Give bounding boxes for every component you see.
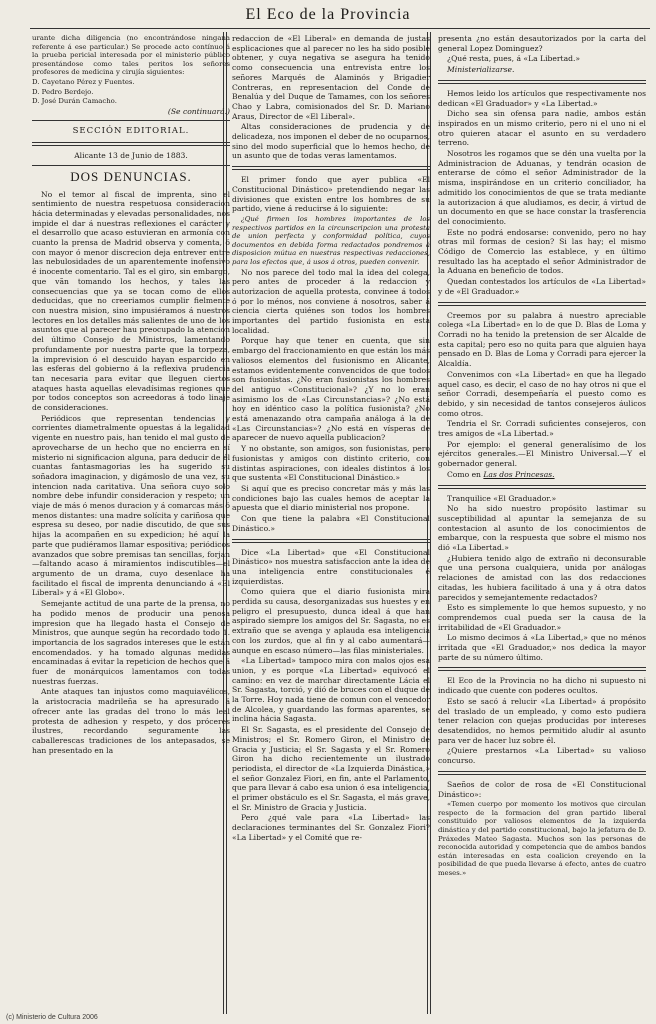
paragraph: Semejante actitud de una parte de la prensa, no ha podido menos de producir una penosa impresion que ha llegado hasta el Consejo de Ministros, que aunque según ha recordado todo 1. importancia de los sagrados intereses que le están encomendados. y ha tomado algunas medidas encaminadas á evitar la repeticion de hechos que á fuer de monárquicos lamentamos con todas nuestras fuerzas. <box>32 599 230 686</box>
paragraph: Si aquí que es preciso concretar más y más las condiciones bajo las cuales hemos de aceptar la apuesta que el diario ministerial nos propone. <box>232 483 430 513</box>
paragraph: Dice «La Libertad» que «El Constitucional Dinástico» nos muestra satisfaccion ante la idea de una inteligencia entre constitucionales é izquierdistas. <box>232 547 430 586</box>
dateline: Alicante 13 de Junio de 1883. <box>74 151 188 161</box>
paragraph: ¿Quiere prestarnos «La Libertad» su valioso concurso. <box>438 746 646 766</box>
paragraph: Este no podrá endosarse: convenido, pero no hay otras mil formas de cesion? Si las hay; el mismo Código de Comercio las establece, y en último resultado las ha aceptado el señor Administrador de la Aduana en beneficio de todos. <box>438 227 646 276</box>
paragraph: «La Libertad» tampoco mira con malos ojos esa union, y es porque «La Libertad» equivocó el camino: en vez de marchar directamente Lácia el Sr. Sagasta, torció, y dió de bruces con el duque de la Torre. Hoy nada tiene de comun con el vencedor de Alcolea, y guardando las formas aparentes, se inclina hácia Sagasta. <box>232 656 430 724</box>
paragraph: Hemos leido los artículos que respectivamente nos dedican «El Graduador» y «La Libertad.» <box>438 88 646 108</box>
divider <box>438 771 646 775</box>
paragraph: Tranquilice «El Graduador.» <box>447 493 557 503</box>
paragraph: Altas consideraciones de prudencia y de delicadeza, nos imponen el deber de no ocuparnos, sino del modo superficial que lo hemos hecho, de un asunto que de todas veras lamentamos. <box>232 122 430 161</box>
paragraph: No nos parece del todo mal la idea del colega, pero antes de proceder á la redaccion y autorizacion de aquella protesta, convinee á todos ó por lo ménos, nos conviene á nosotros, saber á ciencia cierta quiénes son todos los hombres importantes del partido fusionista en esta localidad. <box>232 267 430 335</box>
paragraph: Como quiera que el diario fusionista mira perdida su causa, desorganizadas sus huestes y en peligro el presupuesto, dunca ideal á que han aspirado siempre los amigos del Sr. Sagasta, no es extraño que se avenga y aplauda esa inteligencia con los zurdos, que al fin y al cabo aumentará—aunque en escaso número—las filas ministeriales. <box>232 587 430 655</box>
divider <box>438 302 646 306</box>
quoted-text: ¿Qué firmen los hombres importantes de los respectivos partidos en la circunscripcion una protesta de union perfecta y conformidad política, cuyos documentos en debida forma redactados pondremos á disposicion mútua en nuestras respectivas redacciones, para los efectos que, á usos á otros, pueden convenir. <box>232 214 430 266</box>
paragraph: Lo mismo decimos á «La Libertad,» que no ménos irritada que «El Graduador,» nos dedica la mayor parte de su número último. <box>438 633 646 662</box>
paragraph: Porque hay que tener en cuenta, que sin embargo del fraccionamiento en que están los más valiosos elementos del fusionismo en Alicante, estamos evidentemente convencidos de que todos son fusionistas. ¿No eran fusionistas los hombres del antiguo «Constitucional»? ¿Y no lo eran asimismo los de «Las Circunstancias»? ¿No está hoy en idéntico caso la política fusionista? ¿No está amenazando otra campaña análoga á la de «Las Circunstancias»? ¿No está en vísperas de aparecer de nuevo aquella publicacion? <box>232 336 430 443</box>
divider <box>438 667 646 671</box>
column-3 <box>438 34 646 1010</box>
column-2 <box>232 34 430 1010</box>
divider <box>438 485 646 489</box>
paragraph: Tendria el Sr. Corradi suficientes consejeros, con tres amigos de «La Libertad.» <box>438 419 646 439</box>
column-1 <box>32 34 230 1010</box>
paragraph: redaccion de «El Liberal» en demanda de justas esplicaciones que al parecer no les ha sido posible obtener, y cuya negativa se asegura ha tenido como consecuencia una entrevista entre los señores Marqués de Alaminós y Brigadier Contreras, en representacion del Conde de Benalúa y del Duque de Tamames, con los señores Chao y Labra, comisionados del Sr. D. Mariano Araus, Director de «El Liberal». <box>232 34 430 121</box>
text-span: Las dos Princesas. <box>483 469 555 479</box>
paragraph: Ministerializarse. <box>447 65 515 75</box>
divider <box>32 165 230 166</box>
paragraph: ¿Qué resta, pues, á «La Libertad.» <box>447 54 581 64</box>
paragraph: No ha sido nuestro propósito lastimar su susceptibilidad al apuntar la semejanza de su contestacion al asunto de los conocimientos de embarque, con la respuesta que sobre el mismo nos dió «La Libertad.» <box>438 504 646 553</box>
paragraph: El primer fondo que ayer publica «El Constitucional Dinástico» pretendiendo negar las divisiones que existen entre los hombres de su partido, viene á reducirse á lo siguiente: <box>232 175 430 214</box>
divider <box>232 166 430 170</box>
paragraph: Nosotros les rogamos que se dén una vuelta por la Administracion de Aduanas, y tendrán ocasion de enterarse de cómo el señor Administrador de la misma, inspirándose en un criterio conciliador, ha admitido los conocimientos de que se trata mediante la autorizacion á que aludiamos, es decir, á virtud de un documento en que se hace constar la trasferencia del conocimiento. <box>438 149 646 226</box>
signatory: D. Pedro Berdejo. <box>32 87 94 96</box>
paragraph: Por ejemplo: el general generalísimo de los ejércitos generales.—El Ministro Universal.—Y el gobernador general. <box>438 439 646 469</box>
paragraph: Saeños de color de rosa de «El Constitucional Dinástico»: <box>438 779 646 799</box>
paragraph: No el temor al fiscal de imprenta, sino el sentimiento de nuestra respetuosa consideracion hácia determinadas y elevadas personalidades, nos impide el dar á nuestras reflexiones el carácter y el desarrollo que acaso estuvieran en armonía con cuanto la prensa de Madrid observa y comenta, ó con mayor ó menor discrecion deja entrever entre las nebulosidades de un aparentemente inofensivo é inocente comentario. Tal es el giro, sin embargo, que vãn tomando los hechos, y tales las consecuencias que ya se tocan como de ellos deducidas, que no creeriamos cumplir fielmente con nuestra mision, sino impusiéramos á nuestros lectores en los detalles más salientes de uno de los asuntos que al parecer hau preocupado la atencion del último Consejo de Ministros, lamentando profundamente por nuestra parte que la torpeza, la imprevision ó el descuido hayan esparcido en las esferas del gobierno á la reflexiva prudencia tan necesaria para evitar que lleguen ciertos ataques hasta aquellas elevadísimas regiones que por todos conceptos son acreedoras á todo linaje de consideraciones. <box>32 189 230 413</box>
paragraph: Esto se sacó á relucir «La Libertad» á propósito del traslado de un empleado, y como esto pudiera tener relacion con quejas producidas por intereses desatendidos, no hemos permitido aludir al asunto para ver de hacer luz sobre él. <box>438 696 646 745</box>
paragraph: Periódicos que representan tendencias y corrientes diametralmente opuestas á la legalidad vigente en nuestro pais, han tenido el mal gusto de aprovecharse de un hecho que no encierra en sí misterio ni significacion alguna, para deducir de él cuantas fantasmagorias les ha sugerido su soñadora imaginacion, y digámoslo de una vez, su intencion nada caritativa. Una señora cuyo solo nombre debe infundir consideracion y respeto; un viaje de más ó menos duracion y á comarcas más ó menos distantes: una madre solícita y cariñosa que espresa su deseo, por nadie discutido, de que sus hijas la acompañen en su expedicion; hé aquí la parte que pudiéramos llamar espositiva; periódicos avanzados que sobre premisas tan sencillas, forjan—faltando acaso á miramientos indiscutibles—el argumento de un drama, cuyo desenlace ha facilitado el fiscal de imprenta denunciando á «El Liberal» y á «El Globo». <box>32 413 230 598</box>
paragraph: Dicho sea sin ofensa para nadie, ambos están inspirados en un mismo criterio, pero ni el uno ni el otro quieren atacar el asunto en su verdadero terreno. <box>438 109 646 148</box>
continued-note: (Se continuará.) <box>167 106 230 116</box>
paragraph: Creemos por su palabra á nuestro apreciable colega «La Libertad» en lo de que D. Blas de Loma y Corradi no ha tenido la pretension de ser Alcalde de esta capital; pero eso no quita para que alguien haya pensado en D. Blas de Loma y Corradi para ejercer la Alcaldía. <box>438 310 646 369</box>
masthead: El Eco de la Provincia <box>245 6 411 23</box>
divider <box>232 539 430 543</box>
copyright-footer: (c) Ministerio de Cultura 2006 <box>6 1014 98 1021</box>
divider <box>32 120 230 121</box>
paragraph: Con que tiene la palabra «El Constitucional Dinástico.» <box>232 514 430 533</box>
paragraph: Pero ¿qué vale para «La Libertad» las declaraciones terminantes del Sr. Gonzalez Fiori? «La Libertad» y el Comité que re- <box>232 813 430 842</box>
paragraph: Quedan contestados los artículos de «La Libertad» y de «El Graduador.» <box>438 277 646 296</box>
paragraph <box>438 470 646 480</box>
paragraph: El Sr. Sagasta, es el presidente del Consejo de Ministros; el Sr. Romero Giron, el Ministro de Gracia y Justicia; el Sr. Sagasta y el Sr. Romero Giron ha dicho recientemente un ilustrado periodista, el director de «La Izquierda Dinástica,» el señor Gonzalez Fiori, en fin, ante el Parlamento, que para llevar á cabo esa union ó esa inteligencia, el primer obstáculo es el Sr. Sagasta, el más grave, el Sr. Ministro de Gracia y Justicia. <box>232 725 430 812</box>
paragraph: Convenimos con «La Libertad» en que ha llegado aquel caso, es decir, el caso de no hay otros ni que el señor Corradi, desempeñaría el puesto como es debido, y sin necesidad de tantos consejeros áulicos como otros. <box>438 369 646 418</box>
article-title: DOS DENUNCIAS. <box>70 168 192 184</box>
paragraph: Y no obstante, son amigos, son fusionistas, pero fusionistas y amigos con distinto criterio, con distintas aspiraciones, con ideales distintos á los que sustenta «El Constitucional Dinástico.» <box>232 444 430 483</box>
section-heading: SECCIÓN EDITORIAL. <box>72 126 190 137</box>
prev-article-text: urante dicha diligencia (no encontrándose ningana referente á ese particular.) Se procede acto contínuo á la prueba pericial interesada por el ministerio público presentándose como tales peritos los señores profesores de medicina y cirujía siguientes: <box>32 34 230 77</box>
signatory: D. Cayetano Pérez y Fuentes. <box>32 77 135 86</box>
masthead-rule <box>30 28 650 29</box>
signatory: D. José Durán Camacho. <box>32 97 117 106</box>
divider <box>32 142 230 146</box>
paragraph: Esto es simplemente lo que hemos supuesto, y no comprendemos cual pueda ser la causa de la irritabilidad de «El Graduador.» <box>438 603 646 632</box>
paragraph: Ante ataques tan injustos como maquiavélicos, la aristocracia madrileña se ha apresurado á ofrecer ante las gradas del trono lo más leal protesta de adhesion y respeto, y dos próceres ilustres, recordando seguramente las caballerescas tradiciones de los antepasados, se han presentado en la <box>32 687 230 755</box>
text-span: Como en <box>447 469 484 479</box>
divider <box>438 80 646 84</box>
paragraph: El Eco de la Provincia no ha dicho ni supuesto ni indicado que cuente con poderes ocultos. <box>438 676 646 696</box>
paragraph: ¿Hubiera tenido algo de extraño ni deconsurable que una persona cualquiera, unida por análogas relaciones de amistad con las dos redacciones citadas, les hubiera facilitado á una y á otra datos parecidos y semejantemente redactados? <box>438 553 646 602</box>
paragraph: presenta ¿no están desautorizados por la carta del general Lopez Dominguez? <box>438 34 646 53</box>
quoted-text: «Temen cuerpo por momento los motivos que circulan respecto de la formacion del gran partido liberal constituido por valiosos elementos de la izquierda dinástica y del partido constitucional, bajo la jefatura de D. Práxedes Mateo Sagasta. Muchos son las personas de reconocida autoridad y competencia que de ambos bandos están interesadas en esta coalicion creyendo en la posibilidad de que pueda llevarse á efecto, antes de cuatro meses.» <box>438 800 646 877</box>
